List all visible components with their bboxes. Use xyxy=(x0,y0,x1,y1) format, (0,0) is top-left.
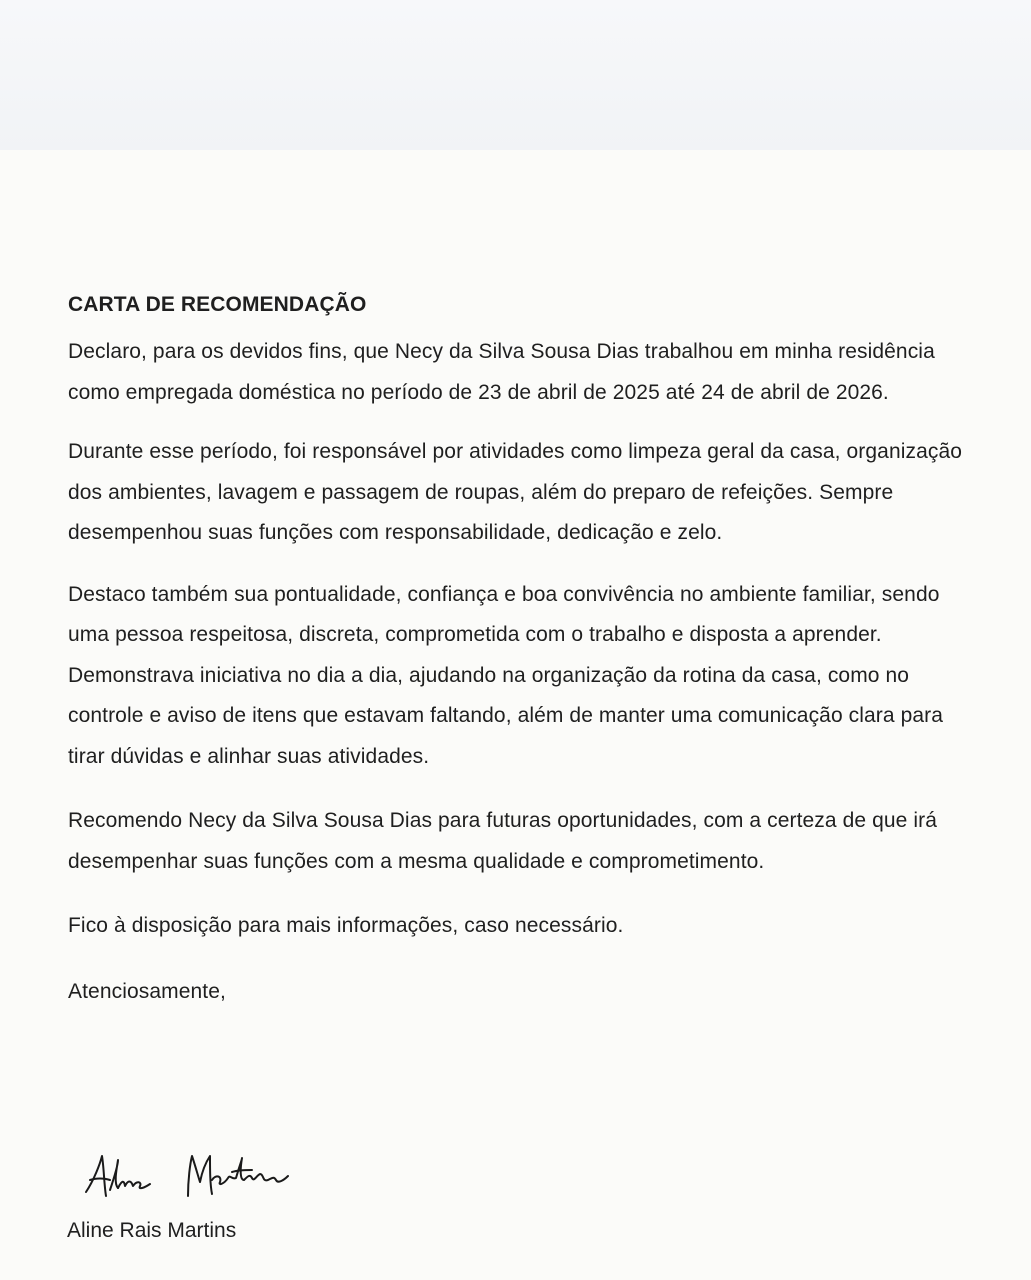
paragraph-qualities: Destaco também sua pontualidade, confiança e boa convivência no ambiente familiar, sendo uma pessoa respeitosa, discreta, comprometida com o trabalho e disposta a aprender. Demonstrava iniciativa no dia a dia, ajudando na organização da rotina da casa, como no controle e aviso de itens que estavam faltando, além de manter uma comunicação clara para tirar dúvidas e alinhar suas atividades. xyxy=(68,582,944,768)
paragraph-declaration: Declaro, para os devidos fins, que Necy da Silva Sousa Dias trabalhou em minha residência como empregada doméstica no período de 23 de abril de 2025 até 24 de abril de 2026. xyxy=(68,340,935,404)
closing-salutation: Atenciosamente, xyxy=(68,979,226,1003)
paragraph-availability: Fico à disposição para mais informações, caso necessário. xyxy=(68,914,624,937)
signer-name: Aline Rais Martins xyxy=(67,1219,237,1242)
top-margin xyxy=(0,0,1031,150)
letter-title: CARTA DE RECOMENDAÇÃO xyxy=(68,293,367,316)
letter-page xyxy=(0,150,1031,1280)
handwritten-signature xyxy=(84,1150,314,1220)
paragraph-duties: Durante esse período, foi responsável por atividades como limpeza geral da casa, organização dos ambientes, lavagem e passagem de roupas, além do preparo de refeições. Sempre desempenhou suas funções com responsabilidade, dedicação e zelo. xyxy=(68,440,963,544)
paragraph-recommendation: Recomendo Necy da Silva Sousa Dias para futuras oportunidades, com a certeza de que irá desempenhar suas funções com a mesma qualidade e comprometimento. xyxy=(68,809,938,873)
letter-body xyxy=(68,290,973,1012)
